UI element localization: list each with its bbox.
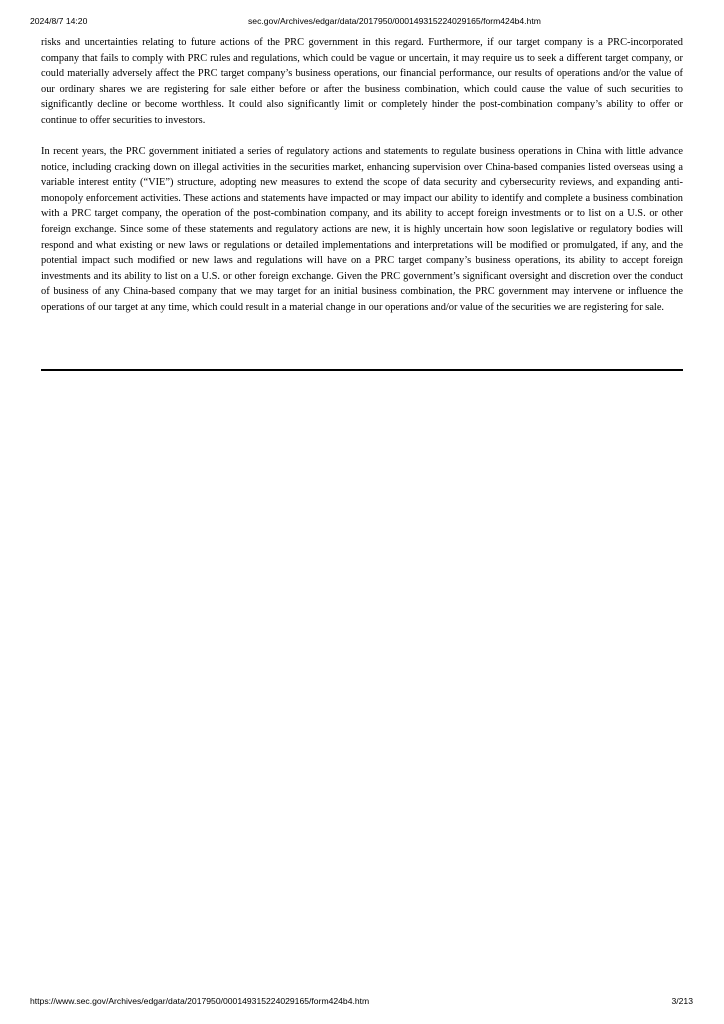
paragraph-prc-risk: risks and uncertainties relating to future actions of the PRC government in this regard. Furthermore, if our target company is a PRC-incorporated company that fails to comply with PRC rules and regulations, which could be vague or uncertain, it may require us to seek a different target company, or could materially adversely affect the PRC target company’s business operations, our financial performance, our results of operations and/or the value of our ordinary shares we are registering for sale either before or after the business combination, which could cause the value of such securities to significantly decline or become worthless. It could also significantly limit or completely hinder the post-combination company’s ability to offer or continue to offer securities to investors. <box>41 37 683 126</box>
print-footer <box>0 996 724 1008</box>
page-number: 3/213 <box>671 996 693 1006</box>
print-url: https://www.sec.gov/Archives/edgar/data/2017950/000149315224029165/form424b4.htm <box>30 996 370 1006</box>
print-datetime: 2024/8/7 14:20 <box>30 16 88 26</box>
horizontal-rule <box>41 369 683 371</box>
document-body <box>41 35 683 315</box>
print-header <box>0 16 724 28</box>
print-page-title: sec.gov/Archives/edgar/data/2017950/000149315224029165/form424b4.htm <box>248 16 541 26</box>
paragraph-regulatory-actions: In recent years, the PRC government initiated a series of regulatory actions and statements to regulate business operations in China with little advance notice, including cracking down on illegal activities in the securities market, enhancing supervision over China-based companies listed overseas using a variable interest entity (“VIE”) structure, adopting new measures to extend the scope of data security and cybersecurity reviews, and expanding anti-monopoly enforcement activities. These actions and statements have impacted or may impact our ability to identify and complete a business combination with a PRC target company, the operation of the post-combination company, and its ability to accept foreign investments or to list on a U.S. or other foreign exchange. Since some of these statements and regulatory actions are new, it is highly uncertain how soon legislative or regulatory bodies will respond and what existing or new laws or regulations or detailed implementations and interpretations will be modified or promulgated, if any, and the potential impact such modified or new laws and regulations will have on a PRC target company’s business operations, its ability to accept foreign investments and its ability to list on a U.S. or other foreign exchange. Given the PRC government’s significant oversight and discretion over the conduct of business of any China-based company that we may target for an initial business combination, the PRC government may intervene or influence the operations of our target at any time, which could result in a material change in our operations and/or value of the securities we are registering for sale. <box>41 146 683 313</box>
